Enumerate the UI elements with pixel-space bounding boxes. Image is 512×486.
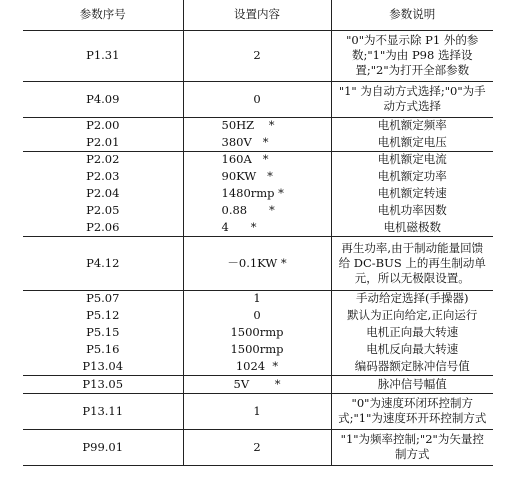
desc-cell: 脉冲信号幅值 — [331, 375, 493, 393]
table-row — [23, 307, 493, 324]
value-cell: 1024 * — [183, 358, 331, 375]
header-param-no: 参数序号 — [79, 7, 126, 22]
value-cell: 2 — [183, 30, 331, 81]
value-cell: 1500rmp — [183, 341, 331, 358]
param-cell: P1.31 — [23, 30, 183, 81]
table-row — [23, 341, 493, 358]
value-cell: 1480rmp * — [183, 185, 331, 202]
desc-cell: 电机额定频率 — [331, 117, 493, 134]
desc-cell: 电机额定功率 — [331, 168, 493, 185]
value-cell: 90KW * — [183, 168, 331, 185]
table-row — [23, 429, 493, 465]
param-cell: P99.01 — [23, 429, 183, 465]
table-row — [23, 151, 493, 168]
param-cell: P13.05 — [23, 375, 183, 393]
param-cell: P13.11 — [23, 393, 183, 429]
table-row — [23, 324, 493, 341]
value-cell: 4 * — [183, 219, 331, 236]
parameter-table — [23, 0, 493, 466]
param-cell: P4.09 — [23, 81, 183, 117]
table-row — [23, 134, 493, 151]
desc-cell: 电机功率因数 — [331, 202, 493, 219]
table-row — [23, 202, 493, 219]
table-row — [23, 393, 493, 429]
table-row — [23, 290, 493, 307]
desc-cell: "0"为不显示除 P1 外的参数;"1"为由 P98 选择设置;"2"为打开全部参数 — [331, 30, 493, 81]
table-row — [23, 168, 493, 185]
desc-cell: "0"为速度环闭环控制方式;"1"为速度环开环控制方式 — [331, 393, 493, 429]
value-cell: －0.1KW * — [183, 236, 331, 290]
desc-cell: "1" 为自动方式选择;"0"为手动方式选择 — [331, 81, 493, 117]
param-cell: P2.06 — [86, 219, 120, 234]
table-row — [23, 358, 493, 375]
table-row — [23, 219, 493, 236]
param-cell: P13.04 — [82, 358, 124, 373]
desc-cell: 电机反向最大转速 — [331, 341, 493, 358]
param-cell: P2.02 — [23, 151, 183, 168]
value-cell: 0 — [183, 307, 331, 324]
desc-cell: 再生功率,由于制动能量回馈给 DC-BUS 上的再生制动单元，所以无极限设置。 — [331, 236, 493, 290]
table-row — [23, 236, 493, 290]
desc-cell: "1"为频率控制;"2"为矢量控制方式 — [331, 429, 493, 465]
param-cell: P5.15 — [86, 325, 120, 339]
value-cell: 160A * — [183, 151, 331, 168]
desc-cell: 默认为正向给定,正向运行 — [331, 307, 493, 324]
param-cell: P2.05 — [86, 203, 120, 217]
table-row — [23, 375, 493, 393]
table-row — [23, 81, 493, 117]
value-cell: 50HZ * — [183, 117, 331, 134]
desc-cell: 电机额定电流 — [331, 151, 493, 168]
desc-cell: 电机正向最大转速 — [331, 324, 493, 341]
param-cell: P5.07 — [23, 290, 183, 307]
param-cell: P4.12 — [23, 236, 183, 290]
value-cell: 1 — [183, 393, 331, 429]
value-cell: 5V * — [183, 375, 331, 393]
header-setting: 设置内容 — [183, 0, 331, 30]
desc-cell: 手动给定选择(手操器) — [331, 290, 493, 307]
value-cell: 1 — [183, 290, 331, 307]
desc-cell: 电机额定转速 — [331, 185, 493, 202]
value-cell: 1500rmp — [183, 324, 331, 341]
value-cell: 0 — [183, 81, 331, 117]
param-cell: P5.12 — [86, 308, 120, 322]
desc-cell: 电机磁极数 — [331, 219, 493, 236]
param-cell: P2.00 — [23, 117, 183, 134]
header-description: 参数说明 — [331, 0, 493, 30]
table-header-row — [23, 0, 493, 30]
value-cell: 380V * — [183, 134, 331, 151]
value-cell: 2 — [183, 429, 331, 465]
param-cell: P2.01 — [86, 134, 120, 149]
table-row — [23, 30, 493, 81]
table-row — [23, 185, 493, 202]
param-cell: P2.03 — [86, 169, 120, 183]
desc-cell: 电机额定电压 — [331, 134, 493, 151]
desc-cell: 编码器额定脉冲信号值 — [331, 358, 493, 375]
param-cell: P5.16 — [86, 342, 120, 356]
param-cell: P2.04 — [86, 186, 120, 200]
table-row — [23, 117, 493, 134]
value-cell: 0.88 * — [183, 202, 331, 219]
